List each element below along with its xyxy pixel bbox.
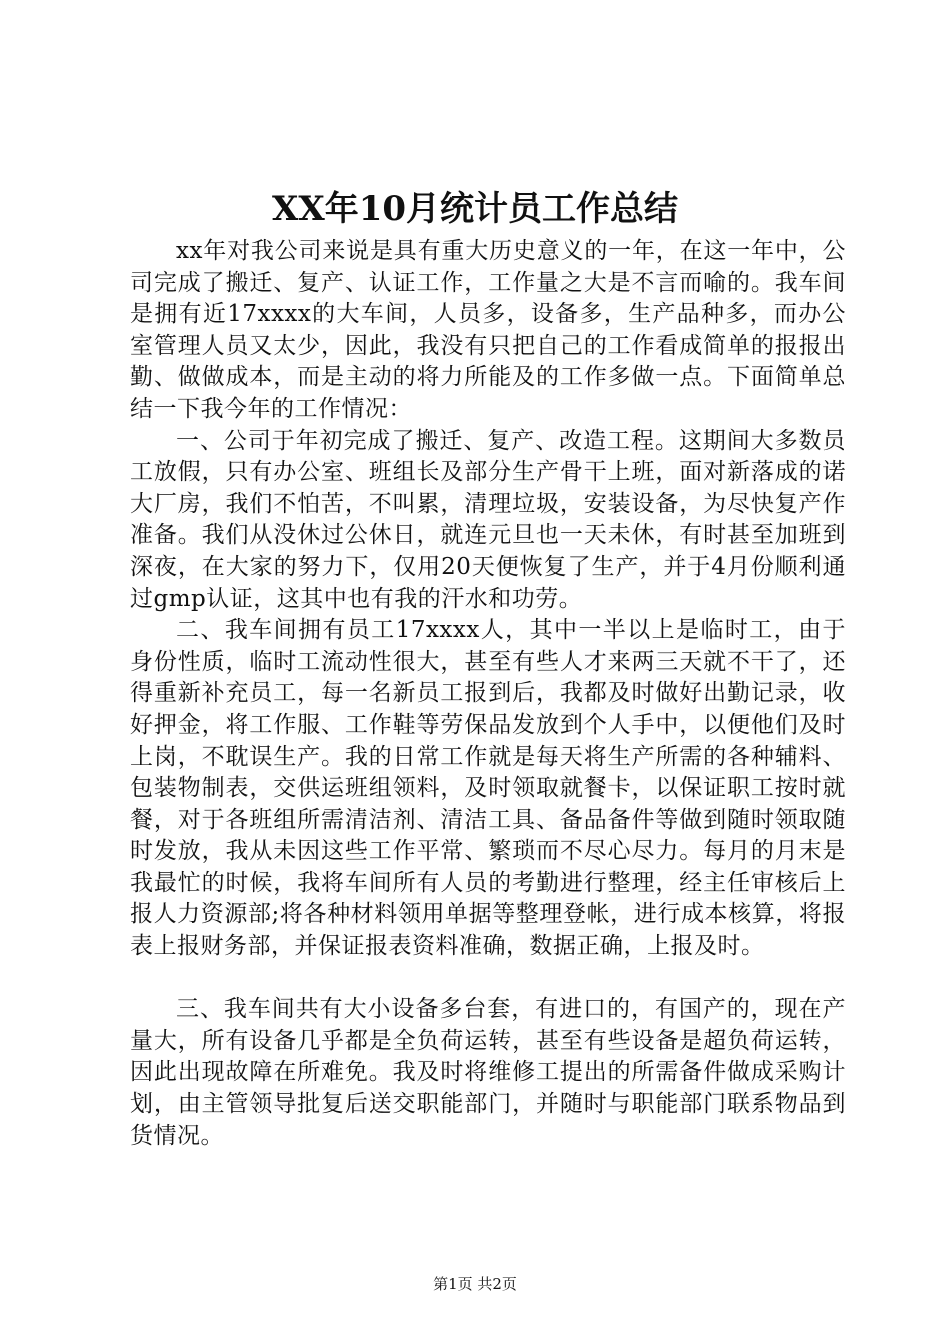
paragraph-section-one: 一、公司于年初完成了搬迁、复产、改造工程。这期间大多数员工放假，只有办公室、班组长及部分生产骨干上班，面对新落成的诺大厂房，我们不怕苦，不叫累，清理垃圾，安装设备，为尽快复产作准备。我们从没休过公休日，就连元旦也一天未休，有时甚至加班到深夜，在大家的努力下，仅用20天便恢复了生产，并于4月份顺利通过gmp认证，这其中也有我的汗水和功劳。 [130,427,846,612]
document-body [130,236,846,1152]
document-title: XX年10月统计员工作总结 [271,189,679,229]
paragraph-intro: xx年对我公司来说是具有重大历史意义的一年，在这一年中，公司完成了搬迁、复产、认证工作，工作量之大是不言而喻的。我车间是拥有近17xxxx的大车间，人员多，设备多，生产品种多，而办公室管理人员又太少，因此，我没有只把自己的工作看成简单的报报出勤、做做成本，而是主动的将力所能及的工作多做一点。下面简单总结一下我今年的工作情况： [130,238,846,422]
paragraph-section-three: 三、我车间共有大小设备多台套，有进口的，有国产的，现在产量大，所有设备几乎都是全负荷运转，甚至有些设备是超负荷运转，因此出现故障在所难免。我及时将维修工提出的所需备件做成采购计划，由主管领导批复后送交职能部门，并随时与职能部门联系物品到货情况。 [130,996,846,1149]
paragraph-section-two: 二、我车间拥有员工17xxxx人，其中一半以上是临时工，由于身份性质，临时工流动性很大，甚至有些人才来两三天就不干了，还得重新补充员工，每一名新员工报到后，我都及时做好出勤记录，收好押金，将工作服、工作鞋等劳保品发放到个人手中，以便他们及时上岗，不耽误生产。我的日常工作就是每天将生产所需的各种辅料、包装物制表，交供运班组领料，及时领取就餐卡，以保证职工按时就餐，对于各班组所需清洁剂、清洁工具、备品备件等做到随时领取随时发放，我从未因这些工作平常、繁琐而不尽心尽力。每月的月末是我最忙的时候，我将车间所有人员的考勤进行整理，经主任审核后上报人力资源部;将各种材料领用单据等整理登帐，进行成本核算，将报表上报财务部，并保证报表资料准确，数据正确，上报及时。 [130,617,846,960]
page-number-footer: 第1页 共2页 [433,1275,517,1293]
